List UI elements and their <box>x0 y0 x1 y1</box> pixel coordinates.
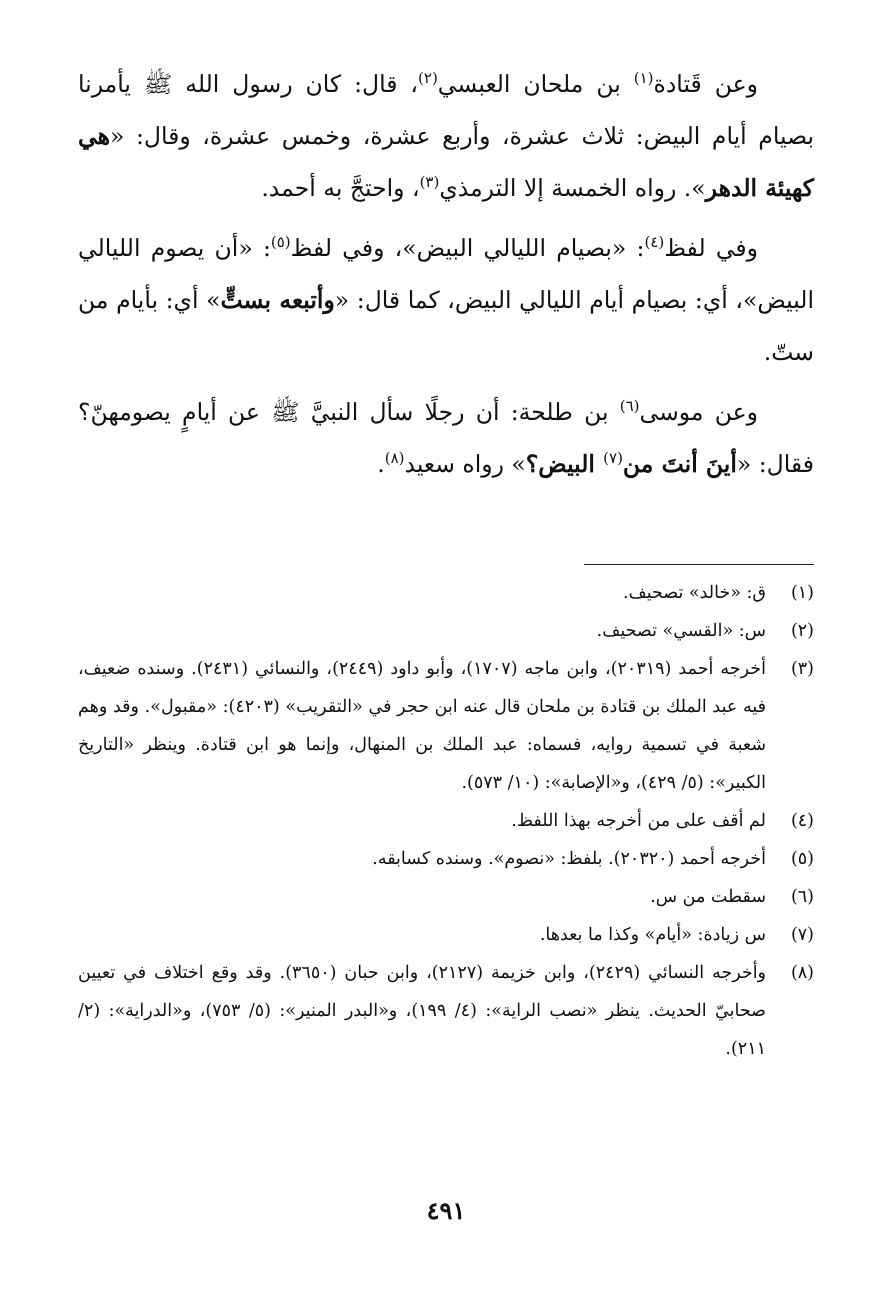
footnote-ref-3: (٣) <box>419 173 440 192</box>
text-run: ، واحتجَّ به أحمد. <box>261 174 420 202</box>
text-run: . <box>377 450 385 478</box>
footnote-ref-4: (٤) <box>644 233 665 252</box>
text-run: ». رواه الخمسة إلا الترمذي <box>439 174 706 202</box>
footnote-number: (١) <box>790 583 814 603</box>
footnotes <box>78 574 814 1068</box>
text-run: : «أن يصوم الليالي البيض»، أي: بصيام أيام الليالي البيض، كما قال: « <box>78 234 814 314</box>
hadith-quote: وأتبعه بستٍّ <box>220 286 335 314</box>
footnote-item <box>78 802 814 840</box>
text-run: وفي لفظ <box>664 234 759 262</box>
paragraph-3 <box>78 386 814 490</box>
paragraph-2 <box>78 222 814 378</box>
footnote-number: (٣) <box>790 659 814 679</box>
footnote-text: وأخرجه النسائي (٢٤٢٩)، وابن خزيمة (٢١٢٧)، وابن حبان (٣٦٥٠). وقد وقع اختلاف في تعيين صحابيّ الحديث. ينظر «نصب الراية»: (٤/ ١٩٩)، و«البدر المنير»: (٥/ ٧٥٣)، و«الدراية»: (٢/ ٢١١). <box>78 963 767 1059</box>
paragraph-1 <box>78 58 814 214</box>
footnote-item <box>78 650 814 802</box>
footnote-text: لم أقف على من أخرجه بهذا اللفظ. <box>511 811 766 831</box>
footnote-text: أخرجه أحمد (٢٠٣٢٠). بلفظ: «نصوم». وسنده كسابقه. <box>372 849 766 869</box>
text-run: بن ملحان العبسي <box>437 70 634 98</box>
text-run: » أي: بأيام من ستّ. <box>78 286 814 366</box>
footnote-number: (٨) <box>790 963 814 983</box>
footnote-ref-8: (٨) <box>384 449 405 468</box>
footnote-item <box>78 916 814 954</box>
hadith-quote: أينَ أنتَ من <box>622 450 737 478</box>
footnote-separator <box>584 564 814 565</box>
footnote-number: (٥) <box>790 849 814 869</box>
text-run: » رواه سعيد <box>404 450 526 478</box>
footnote-text: س زيادة: «أيام» وكذا ما بعدها. <box>539 925 766 945</box>
footnote-item <box>78 954 814 1068</box>
footnote-text: س: «القسي» تصحيف. <box>596 621 766 641</box>
footnote-number: (٢) <box>790 621 814 641</box>
footnote-text: أخرجه أحمد (٢٠٣١٩)، وابن ماجه (١٧٠٧)، وأبو داود (٢٤٤٩)، والنسائي (٢٤٣١). وسنده ضعيف، فيه عبد الملك بن قتادة بن ملحان قال عنه ابن حجر في «التقريب» (٤٢٠٣): «مقبول». وقد وهم شعبة في تسمية روايه، فسماه: عبد الملك بن المنهال، وإنما هو ابن قتادة. وينظر «التاريخ الكبير»: (٥/ ٤٢٩)، و«الإصابة»: (١٠/ ٥٧٣). <box>78 659 766 793</box>
footnote-item <box>78 878 814 916</box>
footnote-item <box>78 612 814 650</box>
text-run: : «بصيام الليالي البيض»، وفي لفظ <box>290 234 645 262</box>
page-number: ٤٩١ <box>426 1196 466 1225</box>
footnote-ref-5: (٥) <box>270 233 291 252</box>
hadith-quote: البيض؟ <box>525 450 604 478</box>
text-run: ، قال: كان رسول الله ﷺ يأمرنا بصيام أيام البيض: ثلاث عشرة، وأربع عشرة، وخمس عشرة، وقال: « <box>78 70 814 150</box>
footnote-ref-2: (٢) <box>418 69 438 88</box>
footnote-number: (٤) <box>790 811 814 831</box>
hadith-quote: هي كهيئة الدهر <box>78 122 814 202</box>
footnote-item <box>78 840 814 878</box>
footnote-ref-6: (٦) <box>619 397 640 416</box>
footnote-ref-7: (٧) <box>603 449 623 468</box>
page <box>78 58 814 1225</box>
text-run: بن طلحة: أن رجلًا سأل النبيَّ ﷺ عن أيامٍ يصومهنّ؟ فقال: « <box>78 398 814 478</box>
footnote-number: (٧) <box>790 925 814 945</box>
footnote-text: ق: «خالد» تصحيف. <box>623 583 766 603</box>
footnote-item <box>78 574 814 612</box>
text-run: وعن قَتادة <box>653 70 758 98</box>
main-text <box>78 58 814 490</box>
text-run: وعن موسى <box>639 398 758 426</box>
footnote-ref-1: (١) <box>633 69 654 88</box>
footnote-text: سقطت من س. <box>650 887 766 907</box>
footnote-number: (٦) <box>790 887 814 907</box>
